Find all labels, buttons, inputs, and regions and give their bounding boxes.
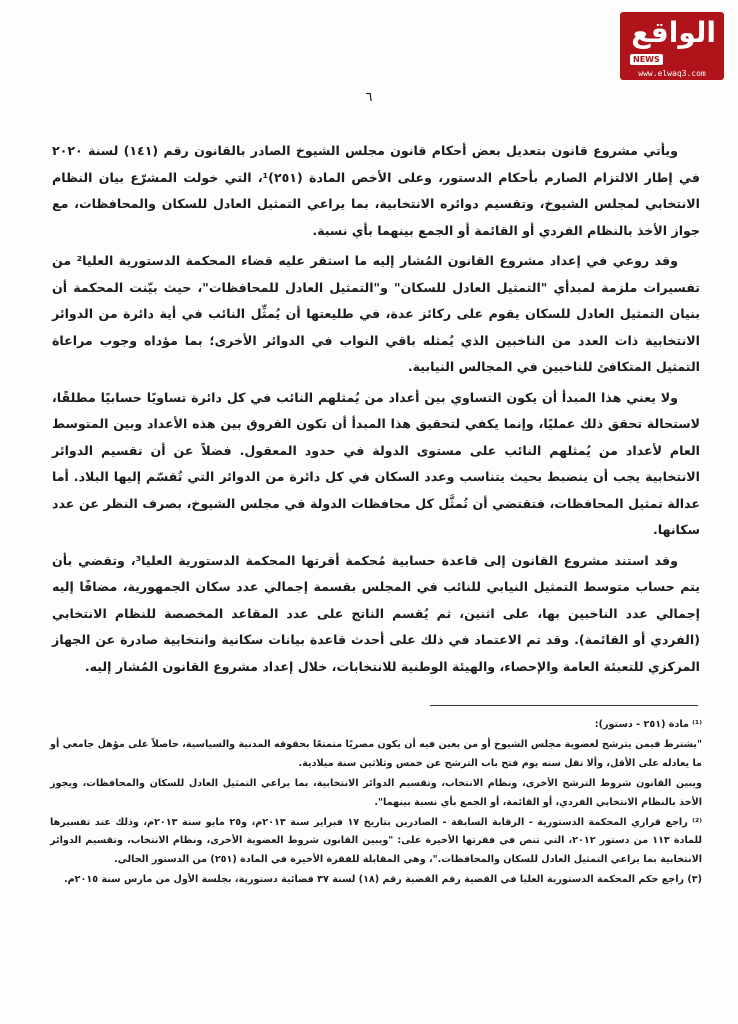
footnote: "يشترط فيمن يترشح لعضوية مجلس الشيوخ أو من يعين فيه أن يكون مصريًا متمتعًا بحقوقه المدنية والسياسية، حاصلاً على مؤهل جامعي أو ما يعادله على الأقل، وألا تقل سنه يوم فتح باب الترشح عن خمس وثلاثين سنة ميلادية.: [50, 739, 702, 769]
footnote: ⁽²⁾ راجع قراري المحكمة الدستورية - الرقابة السابقة - الصادرين بتاريخ ١٧ فبراير سنة ٢٠١٣م، و٢٥ مايو سنة ٢٠١٣م، وذلك عند تفسيرها للمادة ١١٣ من دستور ٢٠١٢، التي تنص في فقرتها الأخيرة على: "ويبين القانون شروط العضوية الأخرى، ونظام الانتخاب، وتقسيم الدوائر الانتخابية بما يراعي التمثيل العادل للسكان والمحافظات."، وهي المقابلة للفقرة الأخيرة في المادة (٢٥١) من الدستور الحالي.: [50, 817, 703, 865]
logo: [620, 12, 724, 80]
paragraph: ويأتي مشروع قانون بتعديل بعض أحكام قانون مجلس الشيوخ الصادر بالقانون رقم (١٤١) لسنة ٢٠٢٠ في إطار الالتزام الصارم بأحكام الدستور، وعلى الأخص المادة (٢٥١)¹، التي خولت المشرّع بيان النظام الانتخابي لمجلس الشيوخ، وتقسيم دوائره الانتخابية، بما يراعي التمثيل العادل للسكان والمحافظات، مع جواز الأخذ بالنظام الفردي أو القائمة أو الجمع بينهما بأي نسبة.: [52, 143, 700, 238]
footnote: ويبين القانون شروط الترشح الأخرى، ونظام الانتخاب، وتقسيم الدوائر الانتخابية، بما يراعي التمثيل العادل للسكان والمحافظات، ويجوز الأخذ بالنظام الانتخابي الفردي، أو القائمة، أو الجمع بأي نسبة بينهما".: [50, 778, 702, 808]
page-number: ٦: [365, 90, 373, 105]
logo-badge: NEWS: [630, 54, 663, 65]
footnote-divider: [430, 705, 698, 706]
paragraph: وقد روعي في إعداد مشروع القانون المُشار إليه ما استقر عليه قضاء المحكمة الدستورية العليا² من تفسيرات ملزمة لمبدأي "التمثيل العادل للسكان" و"التمثيل العادل للمحافظات"، حيث بيّنت المحكمة أن بنيان التمثيل العادل للسكان يقوم على ركائز عدة، في طليعتها أن يُمثِّل النائب في أية دائرة من الدوائر الانتخابية ذات العدد من الناخبين الذي يُمثله باقي النواب في الدوائر الأخرى؛ بما مؤداه وجوب مراعاة التمثيل المتكافئ للناخبين في المجالس النيابية.: [52, 253, 700, 374]
paragraph: وقد استند مشروع القانون إلى قاعدة حسابية مُحكمة أقرتها المحكمة الدستورية العليا³، وتقضي بأن يتم حساب متوسط التمثيل النيابي للنائب في المجلس بقسمة إجمالي عدد سكان الجمهورية، مضافًا إليه إجمالي عدد الناخبين بها، على اثنين، ثم يُقسم الناتج على عدد المقاعد المخصصة للنظام الانتخابي (الفردي أو القائمة). وقد تم الاعتماد في ذلك على أحدث قاعدة بيانات سكانية وانتخابية صادرة عن الجهاز المركزي للتعبئة العامة والإحصاء، والهيئة الوطنية للانتخابات، خلال إعداد مشروع القانون المُشار إليه.: [52, 552, 700, 674]
footnote: (٣) راجع حكم المحكمة الدستورية العليا في القضية رقم القضية رقم (١٨) لسنة ٣٧ قضائية دستورية، بجلسة الأول من مارس سنة ٢٠١٥م.: [63, 874, 702, 886]
logo-name: الواقع: [631, 16, 716, 49]
paragraph: ولا يعني هذا المبدأ أن يكون التساوي بين أعداد من يُمثلهم النائب في كل دائرة تساويًا حسابيًا مطلقًا، لاستحالة تحقق ذلك عمليًا، وإنما يكفي لتحقيق هذا المبدأ أن تكون الفروق بين هذه الأعداد وبين المتوسط العام لأعداد من يُمثلهم النائب على مستوى الدولة في حدود المعقول. فضلاً عن أن تقسيم الدوائر الانتخابية يجب أن ينضبط بحيث يتناسب وعدد السكان في كل دائرة من الدوائر التي تُقسّم إليها البلاد. أما عدالة تمثيل المحافظات، فتقتضي أن تُمثَّل كل محافظات الدولة في مجلس الشيوخ، بصرف النظر عن عدد سكانها.: [52, 389, 700, 537]
footnotes: [50, 716, 702, 892]
footnote-heading: ⁽¹⁾ مادة (٢٥١ - دستور):: [594, 719, 702, 730]
logo-url: www.elwaq3.com: [638, 69, 706, 78]
document-body: [52, 138, 700, 684]
